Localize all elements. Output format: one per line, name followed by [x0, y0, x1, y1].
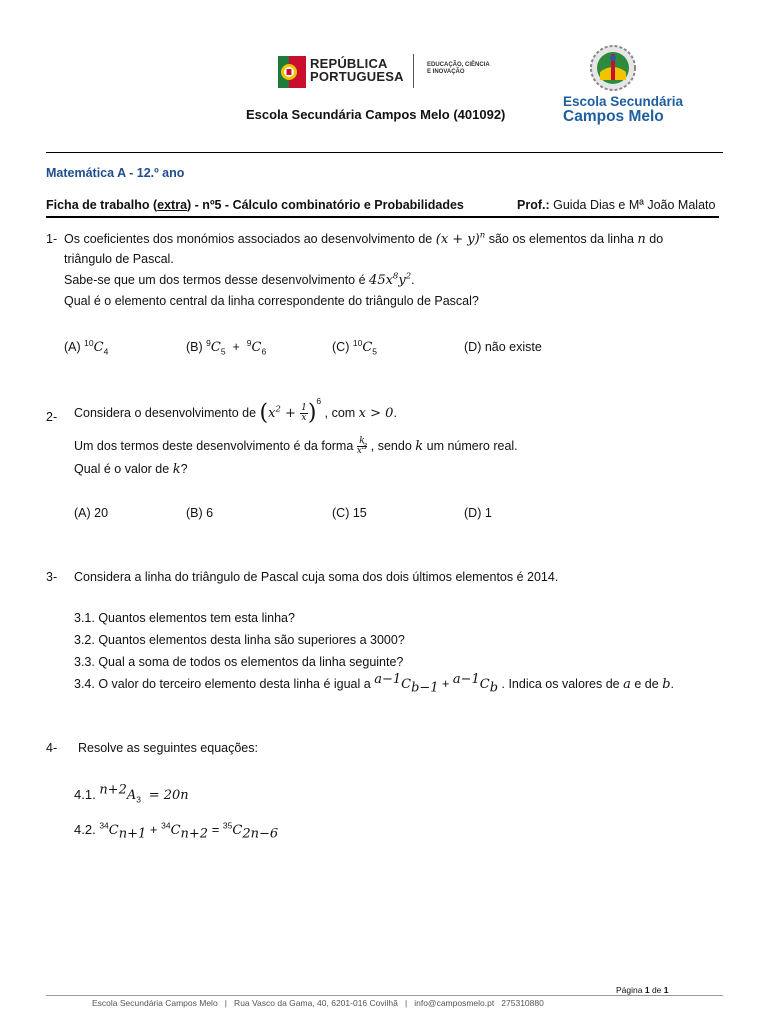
- question-2-option-b: (B) 6: [186, 506, 214, 520]
- republica-portuguesa-name: REPÚBLICA PORTUGUESA: [310, 56, 404, 84]
- question-4-number: 4-: [46, 741, 58, 755]
- question-2-line3: Qual é o valor de k?: [74, 462, 188, 477]
- page-number: Página 1 de 1: [616, 985, 669, 995]
- question-1-option-d: (D) não existe: [464, 340, 542, 354]
- question-3-2: 3.2. Quantos elementos desta linha são superiores a 3000?: [74, 633, 405, 647]
- question-1-option-a: (A) $^{10}C_4$: [64, 337, 109, 357]
- header-rule: [46, 152, 723, 153]
- question-3-text: Considera a linha do triângulo de Pascal cuja soma dos dois últimos elementos é 2014.: [74, 570, 559, 584]
- question-3-3: 3.3. Qual a soma de todos os elementos da linha seguinte?: [74, 655, 404, 669]
- school-logo-line1: Escola Secundária: [563, 94, 684, 109]
- school-title: Escola Secundária Campos Melo (401092): [246, 107, 506, 122]
- footer-rule: [46, 995, 723, 996]
- question-1-number: 1-: [46, 232, 58, 246]
- question-2-line2: Um dos termos deste desenvolvimento é da forma $\frac{k}{x^3}$ , sendo k um número real.: [74, 436, 518, 456]
- question-4-2: 4.2. $^{34}C_{n+1} + ^{34}C_{n+2} = ^{35}C_{2n-6}$: [74, 820, 279, 842]
- question-1-option-b: (B) $^9C_5 + ^9C_6$: [186, 337, 267, 357]
- question-3-4: 3.4. O valor do terceiro elemento desta linha é igual a $^{a-1}C_{b-1} + ^{a-1}C_b$ . Indica os valores de a e de b.: [74, 671, 675, 696]
- header-separator: [413, 54, 414, 88]
- question-3-1: 3.1. Quantos elementos tem esta linha?: [74, 611, 295, 625]
- question-2-number: 2-: [46, 410, 58, 424]
- school-logo-line2: Campos Melo: [563, 108, 664, 125]
- teacher-names: Prof.: Guida Dias e Mª João Malato: [517, 198, 716, 212]
- question-4-text: Resolve as seguintes equações:: [78, 741, 258, 755]
- ministry-name: EDUCAÇÃO, CIÊNCIA E INOVAÇÃO: [427, 62, 490, 75]
- question-2-option-a: (A) 20: [74, 506, 109, 520]
- question-4-1: 4.1. $^{n+2}A_3 = 20n$: [74, 782, 189, 805]
- question-1-option-c: (C) $^{10}C_5$: [332, 337, 377, 357]
- question-2-line1: Considera o desenvolvimento de ($x^2$ + $\frac{1}{x}$ )$^6$ , com x > 0.: [74, 395, 397, 426]
- question-1-line1: Os coeficientes dos monómios associados ao desenvolvimento de $(x + y)^n$ são os elementos da linha n do: [64, 230, 664, 247]
- subject-title: Matemática A - 12.º ano: [46, 166, 185, 180]
- question-1-line3: Sabe-se que um dos termos desse desenvolvimento é $45x^8y^2$.: [64, 271, 415, 288]
- question-2-option-d: (D) 1: [464, 506, 492, 520]
- republica-portuguesa-emblem: [278, 56, 306, 88]
- question-2-option-c: (C) 15: [332, 506, 367, 520]
- footer-contact: Escola Secundária Campos Melo | Rua Vasco da Gama, 40, 6201-016 Covilhã | info@camposmelo.pt 275310880: [92, 998, 544, 1008]
- question-1-line2: triângulo de Pascal.: [64, 252, 174, 266]
- question-1-line4: Qual é o elemento central da linha correspondente do triângulo de Pascal?: [64, 294, 479, 308]
- question-3-number: 3-: [46, 570, 58, 584]
- worksheet-extra: extra: [157, 198, 188, 212]
- worksheet-title: Ficha de trabalho (extra) - nº5 - Cálculo combinatório e Probabilidades: [46, 198, 464, 212]
- title-rule: [46, 216, 719, 218]
- school-logo: [588, 44, 638, 92]
